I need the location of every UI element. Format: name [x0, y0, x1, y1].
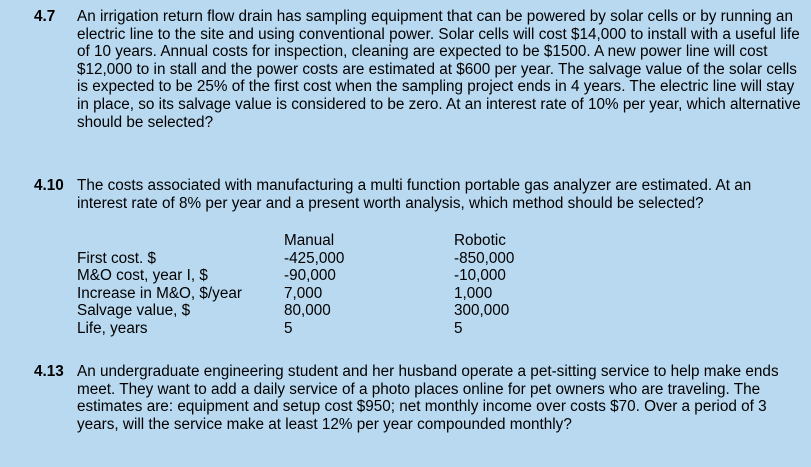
problem-number: 4.7 [34, 8, 56, 25]
table-cell: 5 [454, 319, 463, 337]
row-label: M&O cost, year I, $ [77, 267, 208, 285]
table-cell: -90,000 [284, 267, 336, 285]
column-header: Manual [284, 232, 335, 249]
manual-column [284, 232, 344, 338]
table-cell: -425,000 [284, 249, 345, 267]
table-cell: 5 [284, 319, 293, 337]
problem-4-13 [34, 363, 804, 433]
row-label: Salvage value, $ [77, 302, 191, 320]
problem-text: An undergraduate engineering student and her husband operate a pet-sitting service to help make ends meet. They want to add a daily service of a photo places online for pet owners who are traveling. The estimates are: equipment and setup cost $950; net monthly income over costs $70. Over a period of 3 years, will the service make at least 12% per year compounded monthly? [77, 363, 779, 433]
table-cell: -10,000 [454, 267, 506, 285]
row-label: Increase in M&O, $/year [77, 284, 242, 302]
table-cell: 7,000 [284, 284, 323, 302]
problem-4-10 [34, 177, 804, 212]
column-header: Robotic [454, 232, 506, 249]
table-cell: 1,000 [454, 284, 493, 302]
problem-number: 4.13 [34, 363, 64, 380]
robotic-column [454, 232, 514, 338]
row-labels-column [77, 250, 242, 338]
table-cell: 300,000 [454, 302, 510, 320]
row-label: First cost. $ [77, 249, 157, 267]
problem-text: The costs associated with manufacturing a multi function portable gas analyzer are estimated. At an interest rate of 8% per year and a present worth analysis, which method should be selected? [77, 177, 752, 212]
problem-text: An irrigation return flow drain has sampling equipment that can be powered by solar cells or by running an electric line to the site and using conventional power. Solar cells will cost $14,000 to install with a useful life of 10 years. Annual costs for inspection, cleaning are expected to be $1500. A new power line will cost $12,000 to in stall and the power costs are estimated at $600 per year. The salvage value of the solar cells is expected to be 25% of the first cost when the sampling project ends in 4 years. The electric line will stay in place, so its salvage value is considered to be zero. At an interest rate of 10% per year, which alternative should be selected? [77, 8, 801, 131]
problem-number: 4.10 [34, 177, 64, 194]
table-cell: -850,000 [454, 249, 515, 267]
table-cell: 80,000 [284, 302, 331, 320]
row-label: Life, years [77, 319, 148, 337]
problem-4-7 [34, 8, 804, 131]
